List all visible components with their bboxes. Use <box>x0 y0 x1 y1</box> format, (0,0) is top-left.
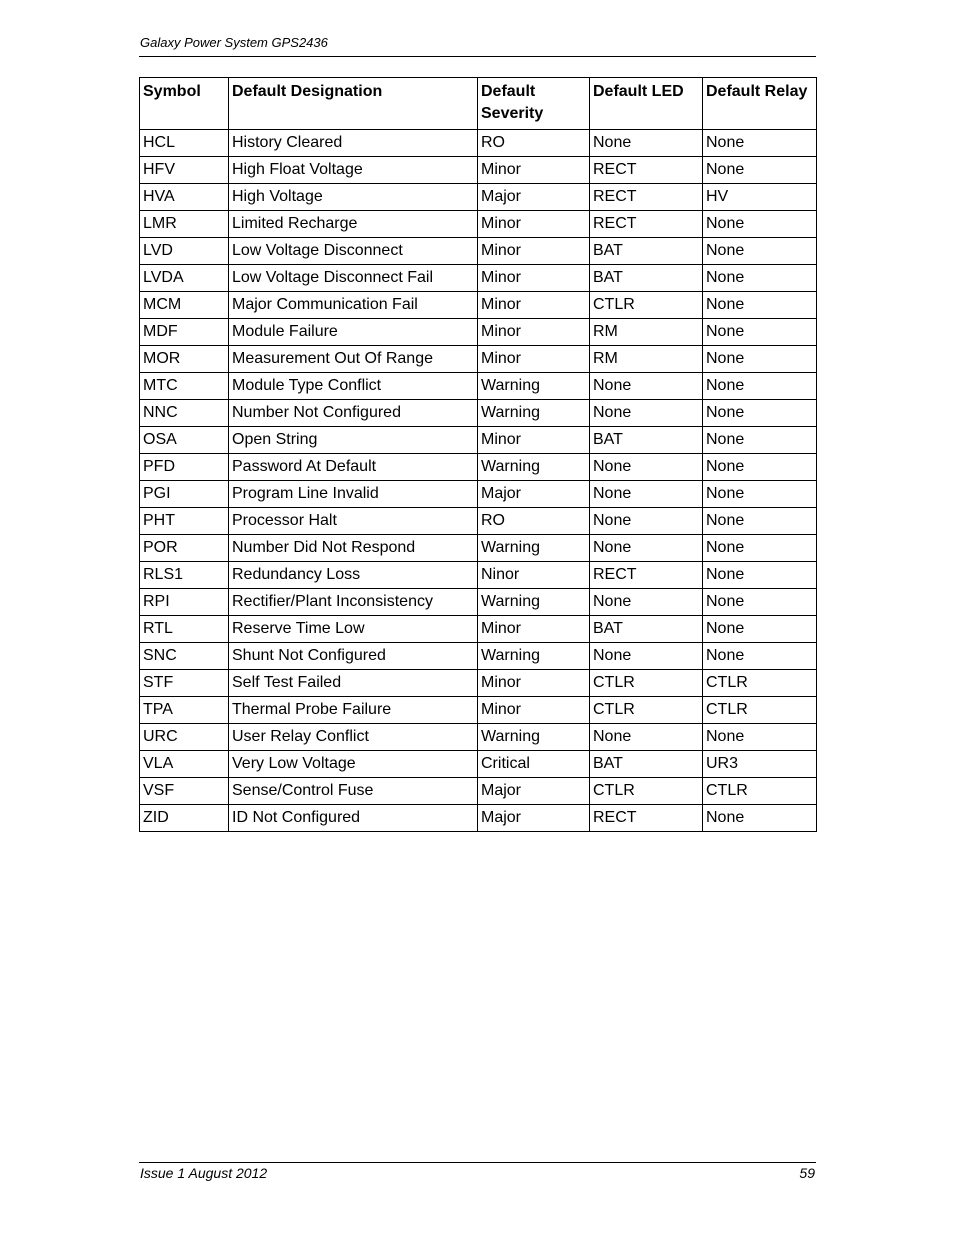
cell-severity: Major <box>478 805 590 832</box>
cell-designation: Processor Halt <box>229 508 478 535</box>
cell-relay: None <box>703 562 817 589</box>
cell-symbol: ZID <box>140 805 229 832</box>
cell-symbol: STF <box>140 670 229 697</box>
cell-designation: Module Type Conflict <box>229 373 478 400</box>
cell-relay: None <box>703 319 817 346</box>
alarm-defaults-table <box>139 77 817 832</box>
table-row <box>140 400 817 427</box>
cell-severity: Minor <box>478 319 590 346</box>
cell-symbol: MTC <box>140 373 229 400</box>
cell-designation: Limited Recharge <box>229 211 478 238</box>
cell-led: BAT <box>590 265 703 292</box>
cell-severity: Minor <box>478 616 590 643</box>
cell-led: None <box>590 508 703 535</box>
cell-severity: Critical <box>478 751 590 778</box>
cell-symbol: SNC <box>140 643 229 670</box>
cell-designation: User Relay Conflict <box>229 724 478 751</box>
table-row <box>140 130 817 157</box>
cell-symbol: LVD <box>140 238 229 265</box>
cell-severity: Minor <box>478 211 590 238</box>
cell-relay: CTLR <box>703 778 817 805</box>
cell-severity: Warning <box>478 454 590 481</box>
cell-relay: None <box>703 481 817 508</box>
cell-designation: Number Did Not Respond <box>229 535 478 562</box>
cell-designation: Low Voltage Disconnect <box>229 238 478 265</box>
cell-led: CTLR <box>590 697 703 724</box>
table-row <box>140 319 817 346</box>
cell-symbol: TPA <box>140 697 229 724</box>
cell-led: None <box>590 130 703 157</box>
cell-severity: RO <box>478 508 590 535</box>
table-row <box>140 211 817 238</box>
footer-issue-date: Issue 1 August 2012 <box>140 1165 268 1181</box>
cell-symbol: NNC <box>140 400 229 427</box>
table-row <box>140 751 817 778</box>
cell-severity: Warning <box>478 724 590 751</box>
cell-designation: Module Failure <box>229 319 478 346</box>
cell-relay: None <box>703 643 817 670</box>
cell-relay: None <box>703 265 817 292</box>
cell-severity: Warning <box>478 373 590 400</box>
table-row <box>140 481 817 508</box>
cell-severity: Minor <box>478 238 590 265</box>
table-row <box>140 184 817 211</box>
cell-symbol: HCL <box>140 130 229 157</box>
cell-relay: None <box>703 616 817 643</box>
cell-symbol: LMR <box>140 211 229 238</box>
cell-designation: High Float Voltage <box>229 157 478 184</box>
cell-symbol: PHT <box>140 508 229 535</box>
cell-severity: Warning <box>478 643 590 670</box>
cell-severity: RO <box>478 130 590 157</box>
cell-designation: Open String <box>229 427 478 454</box>
cell-designation: History Cleared <box>229 130 478 157</box>
cell-severity: Minor <box>478 292 590 319</box>
cell-symbol: MDF <box>140 319 229 346</box>
table-row <box>140 238 817 265</box>
cell-severity: Minor <box>478 670 590 697</box>
header-row <box>140 78 817 130</box>
cell-relay: CTLR <box>703 670 817 697</box>
cell-relay: None <box>703 427 817 454</box>
cell-led: BAT <box>590 751 703 778</box>
cell-relay: None <box>703 373 817 400</box>
cell-led: RM <box>590 319 703 346</box>
cell-led: None <box>590 481 703 508</box>
cell-symbol: VSF <box>140 778 229 805</box>
cell-relay: None <box>703 589 817 616</box>
cell-severity: Minor <box>478 697 590 724</box>
cell-symbol: RTL <box>140 616 229 643</box>
cell-relay: None <box>703 238 817 265</box>
table-row <box>140 157 817 184</box>
cell-relay: None <box>703 400 817 427</box>
cell-relay: None <box>703 805 817 832</box>
cell-led: CTLR <box>590 670 703 697</box>
table-row <box>140 562 817 589</box>
cell-designation: Password At Default <box>229 454 478 481</box>
cell-symbol: PGI <box>140 481 229 508</box>
column-header-led: Default LED <box>590 78 703 130</box>
cell-designation: Self Test Failed <box>229 670 478 697</box>
column-header-symbol: Symbol <box>140 78 229 130</box>
cell-designation: ID Not Configured <box>229 805 478 832</box>
cell-symbol: MOR <box>140 346 229 373</box>
cell-severity: Warning <box>478 400 590 427</box>
cell-relay: None <box>703 157 817 184</box>
cell-designation: Major Communication Fail <box>229 292 478 319</box>
cell-designation: Program Line Invalid <box>229 481 478 508</box>
cell-relay: None <box>703 292 817 319</box>
cell-severity: Ninor <box>478 562 590 589</box>
cell-led: RECT <box>590 562 703 589</box>
cell-symbol: RLS1 <box>140 562 229 589</box>
cell-symbol: MCM <box>140 292 229 319</box>
cell-led: None <box>590 724 703 751</box>
table-row <box>140 346 817 373</box>
cell-designation: Measurement Out Of Range <box>229 346 478 373</box>
cell-severity: Major <box>478 778 590 805</box>
cell-led: None <box>590 454 703 481</box>
running-header: Galaxy Power System GPS2436 <box>140 35 328 50</box>
footer-divider <box>139 1162 816 1163</box>
table-row <box>140 805 817 832</box>
cell-severity: Minor <box>478 157 590 184</box>
table-row <box>140 670 817 697</box>
table-row <box>140 589 817 616</box>
table-row <box>140 508 817 535</box>
cell-relay: None <box>703 211 817 238</box>
table-row <box>140 265 817 292</box>
cell-led: RECT <box>590 184 703 211</box>
cell-led: BAT <box>590 616 703 643</box>
cell-severity: Major <box>478 184 590 211</box>
cell-severity: Minor <box>478 346 590 373</box>
column-header-designation: Default Designation <box>229 78 478 130</box>
cell-designation: Thermal Probe Failure <box>229 697 478 724</box>
table-row <box>140 535 817 562</box>
cell-symbol: HVA <box>140 184 229 211</box>
cell-relay: None <box>703 130 817 157</box>
cell-led: None <box>590 400 703 427</box>
cell-relay: None <box>703 454 817 481</box>
column-header-severity: Default Severity <box>478 78 590 130</box>
table-row <box>140 373 817 400</box>
cell-led: RECT <box>590 211 703 238</box>
cell-symbol: RPI <box>140 589 229 616</box>
cell-symbol: VLA <box>140 751 229 778</box>
cell-severity: Warning <box>478 535 590 562</box>
table-row <box>140 616 817 643</box>
cell-designation: High Voltage <box>229 184 478 211</box>
cell-designation: Shunt Not Configured <box>229 643 478 670</box>
cell-designation: Very Low Voltage <box>229 751 478 778</box>
cell-severity: Minor <box>478 427 590 454</box>
cell-symbol: URC <box>140 724 229 751</box>
cell-severity: Minor <box>478 265 590 292</box>
cell-designation: Reserve Time Low <box>229 616 478 643</box>
cell-designation: Rectifier/Plant Inconsistency <box>229 589 478 616</box>
cell-led: None <box>590 589 703 616</box>
cell-led: RM <box>590 346 703 373</box>
cell-led: CTLR <box>590 778 703 805</box>
table-row <box>140 778 817 805</box>
cell-designation: Sense/Control Fuse <box>229 778 478 805</box>
cell-severity: Warning <box>478 589 590 616</box>
table-header <box>140 78 817 130</box>
cell-relay: UR3 <box>703 751 817 778</box>
table-row <box>140 454 817 481</box>
page-number: 59 <box>799 1165 815 1181</box>
cell-symbol: POR <box>140 535 229 562</box>
cell-led: None <box>590 535 703 562</box>
cell-led: BAT <box>590 238 703 265</box>
cell-relay: None <box>703 508 817 535</box>
cell-symbol: HFV <box>140 157 229 184</box>
cell-relay: CTLR <box>703 697 817 724</box>
cell-symbol: LVDA <box>140 265 229 292</box>
table-body <box>140 130 817 832</box>
cell-designation: Redundancy Loss <box>229 562 478 589</box>
cell-led: RECT <box>590 805 703 832</box>
cell-designation: Low Voltage Disconnect Fail <box>229 265 478 292</box>
cell-led: None <box>590 373 703 400</box>
cell-led: BAT <box>590 427 703 454</box>
column-header-relay: Default Relay <box>703 78 817 130</box>
cell-severity: Major <box>478 481 590 508</box>
cell-relay: None <box>703 724 817 751</box>
cell-symbol: PFD <box>140 454 229 481</box>
table-row <box>140 724 817 751</box>
cell-relay: HV <box>703 184 817 211</box>
header-divider <box>139 56 816 57</box>
cell-relay: None <box>703 346 817 373</box>
table-row <box>140 697 817 724</box>
cell-led: None <box>590 643 703 670</box>
cell-led: RECT <box>590 157 703 184</box>
cell-designation: Number Not Configured <box>229 400 478 427</box>
table-row <box>140 292 817 319</box>
cell-symbol: OSA <box>140 427 229 454</box>
table-row <box>140 427 817 454</box>
cell-led: CTLR <box>590 292 703 319</box>
cell-relay: None <box>703 535 817 562</box>
table-row <box>140 643 817 670</box>
